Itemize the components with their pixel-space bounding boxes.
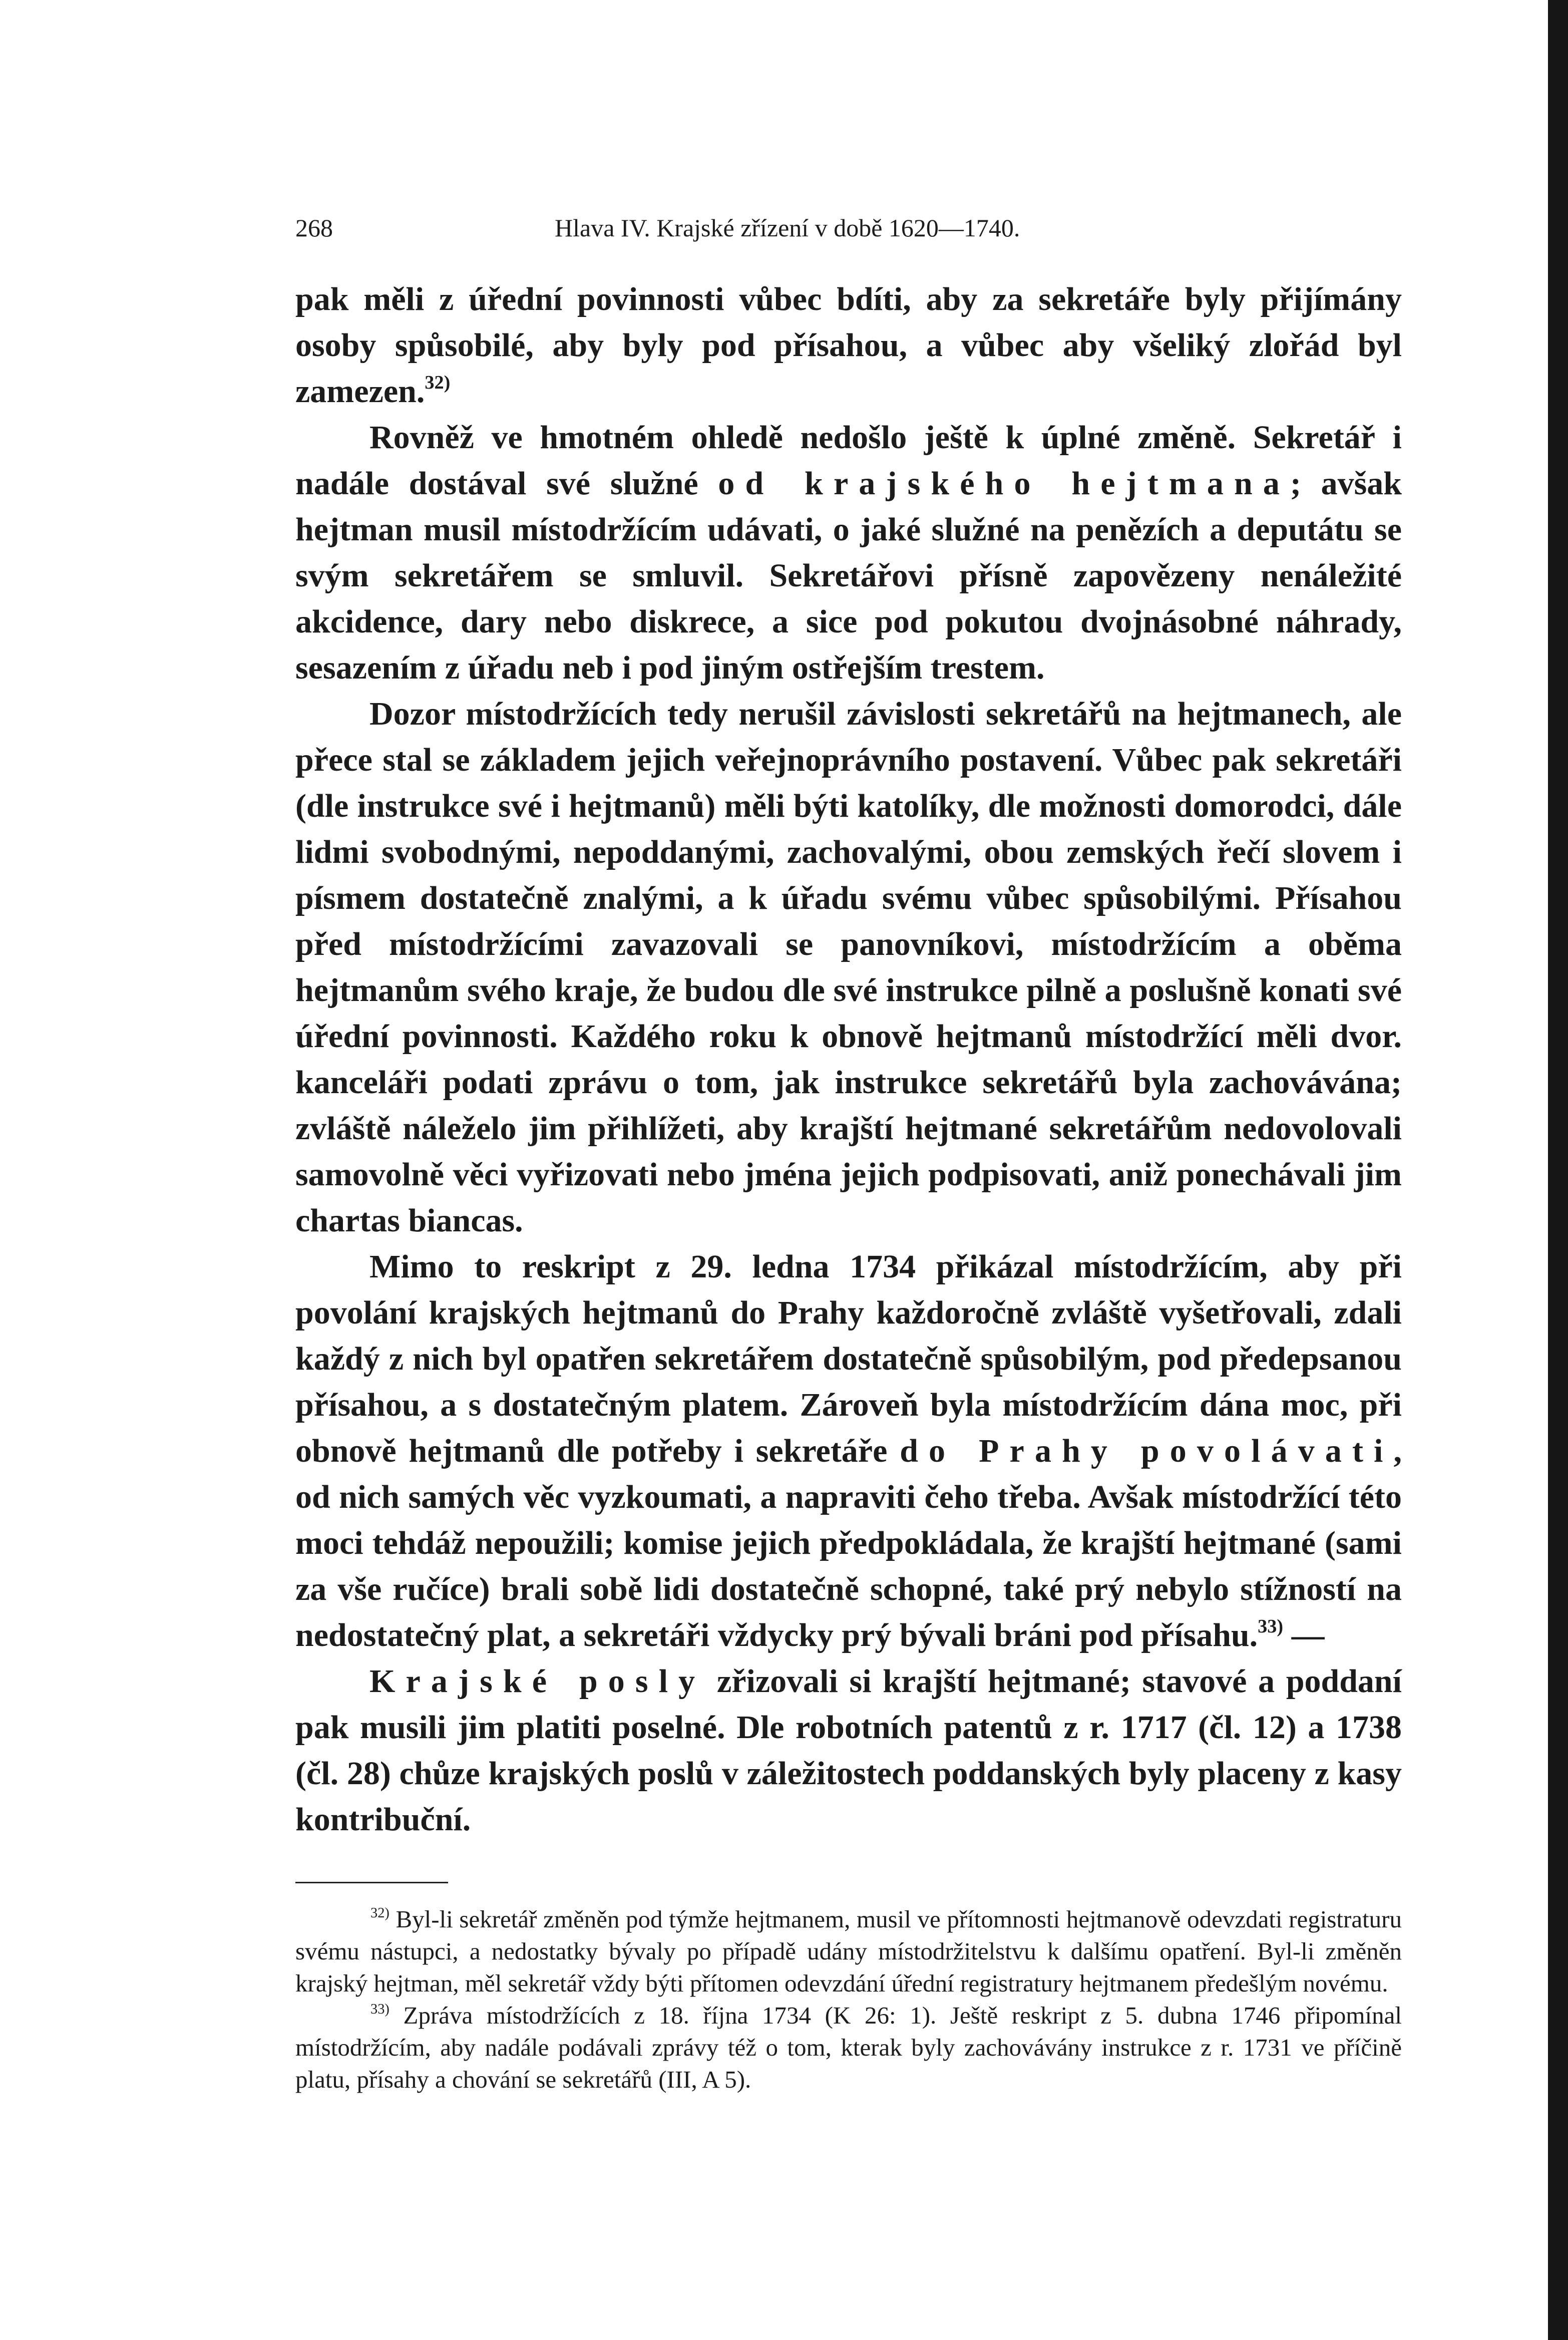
paragraph-4-text-b: , od nich samých věc vyzkoumati, a napraviti čeho třeba. Avšak místodržící této moci tehdáž nepoužili; komise jejich předpokládala, že krajští hejtmané (sami za vše ručíce) brali sobě lidi dostatečně schopné, také prý nebylo stížností na nedostatečný plat, a sekretáři vždycky prý bývali bráni pod přísahu. [295, 1433, 1402, 1653]
running-title: Hlava IV. Krajské zřízení v době 1620—1740. [555, 214, 1020, 242]
footnote-ref-32[interactable]: 32) [425, 372, 451, 394]
page-number: 268 [295, 214, 333, 242]
footnotes [295, 1903, 1402, 2096]
paragraph-1 [295, 276, 1402, 415]
scan-edge-border [1548, 0, 1568, 2340]
paragraph-3: Dozor místodržících tedy nerušil závislosti sekretářů na hejtmanech, ale přece stal se základem jejich veřejnoprávního postavení. Vůbec pak sekretáři (dle instrukce své i hejtmanů) měli býti katolíky, dle možnosti domorodci, dále lidmi svobodnými, nepoddanými, zachovalými, obou zemských řečí slovem i písmem dostatečně znalými, a k úřadu svému vůbec spůsobilými. Přísahou před místodržícími zavazovali se panovníkovi, místodržícím a oběma hejtmanům svého kraje, že budou dle své instrukce pilně a poslušně konati své úřední povinnosti. Každého roku k obnově hejtmanů místodržící měli dvor. kanceláři podati zprávu o tom, jak instrukce sekretářů byla zachovávána; zvláště náleželo jim přihlížeti, aby krajští hejtmané sekretářům nedovolovali samovolně věci vyřizovati nebo jména jejich podpisovati, aniž ponechávali jim chartas biancas. [295, 696, 1402, 1239]
paragraph-4 [295, 1244, 1402, 1658]
paragraph-4-spaced: do Prahy povolávati [900, 1433, 1394, 1469]
paragraph-5-text: zřizovali si krajští hejtmané; stavové a poddaní pak musili jim platiti poselné. Dle robotních patentů z r. 1717 (čl. 12) a 1738 (čl. 28) chůze krajských poslů v záležitostech poddanských byly placeny z kasy kontribuční. [295, 1663, 1402, 1838]
paragraph-4-text-c: — [1283, 1617, 1325, 1653]
paragraph-2 [295, 415, 1402, 691]
paragraph-2-spaced: od krajského hejtmana [718, 465, 1290, 502]
running-head [295, 210, 1402, 245]
paragraph-5 [295, 1658, 1402, 1843]
footnote-32 [295, 1903, 1402, 1999]
paragraph-1-text: pak měli z úřední povinnosti vůbec bdíti, aby za sekretáře byly přijímány osoby spůsobilé, aby byly pod přísahou, a vůbec aby všeliký zlořád byl zamezen. [295, 281, 1402, 410]
footnote-mark: 32) [370, 1905, 389, 1921]
paragraph-4-text-a: Mimo to reskript z 29. ledna 1734 přikázal místodržícím, aby při povolání krajských hejtmanů do Prahy každoročně zvláště vyšetřovali, zdali každý z nich byl opatřen sekretářem dostatečně spůsobilým, pod předepsanou přísahou, a s dostatečným platem. Zároveň byla místodržícím dána moc, při obnově hejtmanů dle potřeby i sekretáře [295, 1248, 1402, 1469]
footnote-text: Zpráva místodržících z 18. října 1734 (K 26: 1). Ještě reskript z 5. dubna 1746 připomínal místodržícím, aby nadále podávali zprávy též o tom, kterak byly zachovávány instrukce z r. 1731 ve příčině platu, přísahy a chování se sekretářů (III, A 5). [295, 2001, 1402, 2093]
footnote-divider [295, 1882, 448, 1883]
main-text [295, 276, 1402, 1843]
paragraph-2-text-b: ; avšak hejtman musil místodržícím udávati, o jaké služné na penězích a deputátu se svým sekretářem se smluvil. Sekretářovi přísně zapovězeny nenáležité akcidence, dary nebo diskrece, a sice pod pokutou dvojnásobné náhrady, sesazením z úřadu neb i pod jiným ostřejším trestem. [295, 465, 1402, 686]
footnote-text: Byl-li sekretář změněn pod týmže hejtmanem, musil ve přítomnosti hejtmanově odevzdati registraturu svému nástupci, a nedostatky bývaly po případě udány místodržitelstvu k dalšímu opatření. Byl-li změněn krajský hejtman, měl sekretář vždy býti přítomen odevzdání úřední registratury hejtmanem předešlým novému. [295, 1905, 1402, 1997]
book-page [295, 210, 1402, 2096]
footnote-mark: 33) [370, 2001, 389, 2018]
footnote-ref-33[interactable]: 33) [1258, 1616, 1284, 1637]
paragraph-5-spaced: Krajské posly [369, 1663, 706, 1700]
footnote-33 [295, 1999, 1402, 2096]
paragraph-2-text-a: Rovněž ve hmotném ohledě nedošlo ještě k úplné změně. Sekretář i nadále dostával své služné [295, 419, 1402, 502]
